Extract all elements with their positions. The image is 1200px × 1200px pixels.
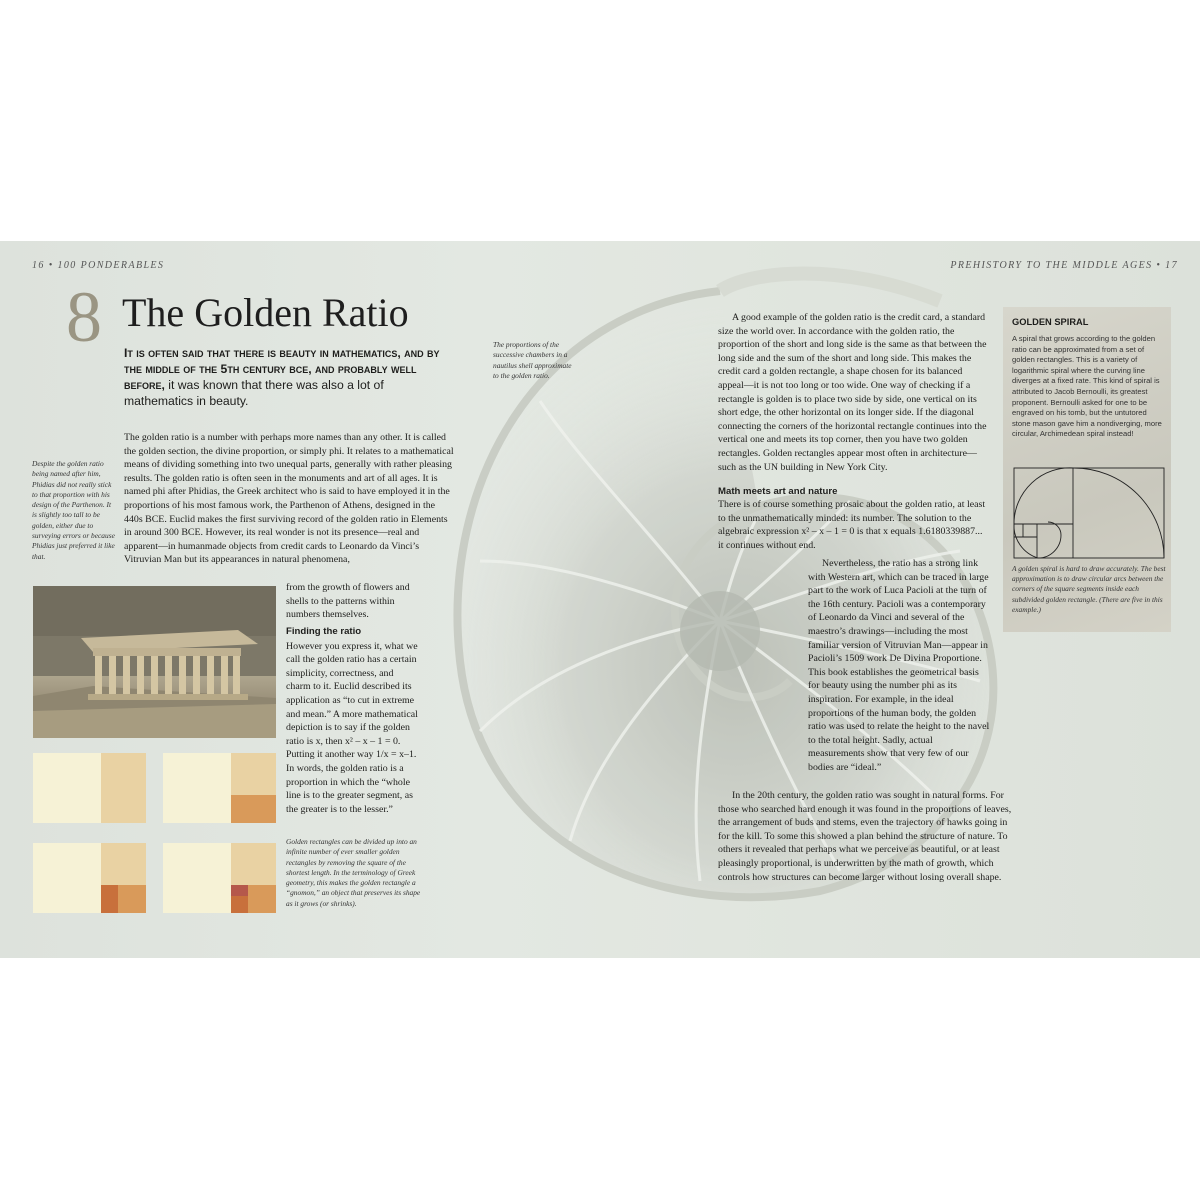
body-paragraph-credit-card: A good example of the golden ratio is the credit card, a standard size the world over. In accordance with the golden ratio, the proportion of the short and long side is the same as that between the long side and the sum of the short and long side. This makes the credit card a golden rectangle, a shape chosen for its balanced appeal—it is not too long or too wide. One way of checking if a rectangle is golden is to place two side by side, one vertical on its short edge, the other horizontal on its longer side. If the diagonal connecting the corners of the horizontal rectangle continues into the vertical one and meets its top corner, then you have two golden rectangles. Golden rectangles appear most often in architecture—such as the UN building in New York City. — [718, 312, 987, 473]
finding-section — [286, 625, 418, 816]
golden-spiral-diagram — [1013, 467, 1166, 559]
lede-rest: it was known that there was also a lot of mathematics in beauty. — [124, 378, 384, 408]
shell-caption: The proportions of the successive chambers in a nautilus shell approximate to the golden ratio. — [493, 340, 572, 380]
rectangle-segment — [231, 753, 276, 795]
rectangle-segment — [118, 885, 146, 913]
body-paragraph-number: There is of course something prosaic about the golden ratio, at least to the unmathematically minded: its number. The solution to the algebraic expression x² – x – 1 = 0 is that x equals 1.6180339887... it continues without end. — [718, 499, 986, 551]
rectangles-caption: Golden rectangles can be divided up into an infinite number of ever smaller golden rectangles by removing the square of the shortest length. In the terminology of Greek geometry, this makes the golden rectangle a “gnomon,” an object that preserves its shape as it grows (or shrinks). — [286, 837, 421, 908]
parthenon-photo — [33, 586, 276, 738]
sidebar-text: A spiral that grows according to the golden ratio can be approximated from a set of golden rectangles. This is a variety of logarithmic spiral where the curving line diverges at a fixed rate. This kind of spiral is attributed to Jacob Bernoulli, its greatest proponent. Bernoulli asked for one to be engraved on his tomb, but the untutored stone mason gave him a nondiverging, more circular, Archimedean spiral instead! — [1012, 334, 1162, 439]
parthenon-caption: Despite the golden ratio being named after him, Phidias did not really stick to that proportion with his design of the Parthenon. It is slightly too tall to be golden, either due to surveying errors or because Phidias just preferred it like that. — [32, 459, 115, 561]
page-title: The Golden Ratio — [122, 290, 409, 335]
math-section — [718, 486, 988, 552]
body-paragraph-intro: The golden ratio is a number with perhaps more names than any other. It is called the golden section, the divine proportion, or simply phi. It relates to a mathematical means of dividing something into two unequal parts, generally with rather pleasing results. The golden ratio is often seen in the monuments and art of all ages. It is named phi after Phidias, the Greek architect who is said to have employed it in the proportions of his most famous work, the Parthenon of Athens, designed in the 440s BCE. Euclid makes the first surviving record of the golden ratio in Elements in around 300 BCE. However, its real wonder is not its presence—real and apparent—in humanmade objects from credit cards to Leonardo da Vinci’s Vitruvian Man but its appearances in natural phenomena, — [124, 432, 454, 566]
rectangle-segment — [231, 795, 276, 823]
running-head-left: 16 • 100 PONDERABLES — [32, 260, 165, 271]
rectangle-segment — [231, 843, 276, 885]
golden-rectangle-2 — [163, 753, 276, 823]
finding-text: However you express it, what we call the golden ratio has a certain simplicity, correctness, and charm to it. Euclid described its application as “to cut in extreme and mean.” A more mathematical depiction is to say if the golden ratio is x, then x² – x – 1 = 0. Putting it another way 1/x = x–1. In words, the golden ratio is a proportion in which the “whole line is to the greater segment, as the greater is to the lesser.” — [286, 640, 418, 815]
rectangle-segment — [248, 885, 276, 913]
golden-rectangle-4 — [163, 843, 276, 913]
rectangle-segment — [231, 896, 248, 913]
golden-rectangle-3 — [33, 843, 146, 913]
sidebar-caption: A golden spiral is hard to draw accurately. The best approximation is to draw circular arcs between the corners of the square segments inside each subdivided golden rectangle. (There are five in this example.) — [1012, 564, 1166, 614]
running-head-right: PREHISTORY TO THE MIDDLE AGES • 17 — [950, 260, 1178, 271]
chapter-number: 8 — [66, 277, 102, 357]
rectangle-segment — [231, 885, 248, 896]
lede-paragraph — [124, 345, 444, 409]
golden-rectangle-1 — [33, 753, 146, 823]
sidebar-title: GOLDEN SPIRAL — [1012, 317, 1089, 327]
golden-spiral-sidebar — [1003, 307, 1171, 632]
body-paragraph-nature: In the 20th century, the golden ratio was sought in natural forms. For those who searched hard enough it was found in the proportions of leaves, the arrangement of buds and stems, even the trajectory of hawks going in for the kill. To some this showed a plan behind the structure of nature. To others it revealed that perhaps what we perceive as beautiful, or at least pleasingly proportional, is underwritten by the math of growth, which controls how structures can become larger without losing overall shape. — [718, 790, 1012, 883]
math-heading: Math meets art and nature — [718, 486, 838, 497]
body-paragraph-intro-tail: from the growth of flowers and shells to the patterns within numbers themselves. — [286, 582, 410, 621]
book-spread — [0, 241, 1200, 958]
rectangle-segment — [101, 885, 118, 913]
body-paragraph-art: Nevertheless, the ratio has a strong link with Western art, which can be traced in large part to the work of Luca Pacioli at the turn of the 16th century. Pacioli was a contemporary of Leonardo da Vinci and several of the maestro’s drawings—including the most familiar version of Vitruvian Man—appear in Pacioli’s 1509 work De Divina Proportione. This book establishes the geometrical basis for beauty using the number phi as its inspiration. For example, in the ideal proportions of the human body, the golden ratio was used to relate the height to the navel to the total height. Sadly, actual measurements show that very few of our bodies are “ideal.” — [808, 558, 990, 773]
rectangle-segment — [101, 843, 146, 885]
finding-heading: Finding the ratio — [286, 626, 362, 637]
rectangle-segment — [101, 753, 146, 823]
lede-smallcaps: It is often said that there is beauty in mathematics, and by the middle of the 5th century bce, and probably well before, — [124, 346, 440, 392]
parthenon-image — [33, 586, 276, 738]
